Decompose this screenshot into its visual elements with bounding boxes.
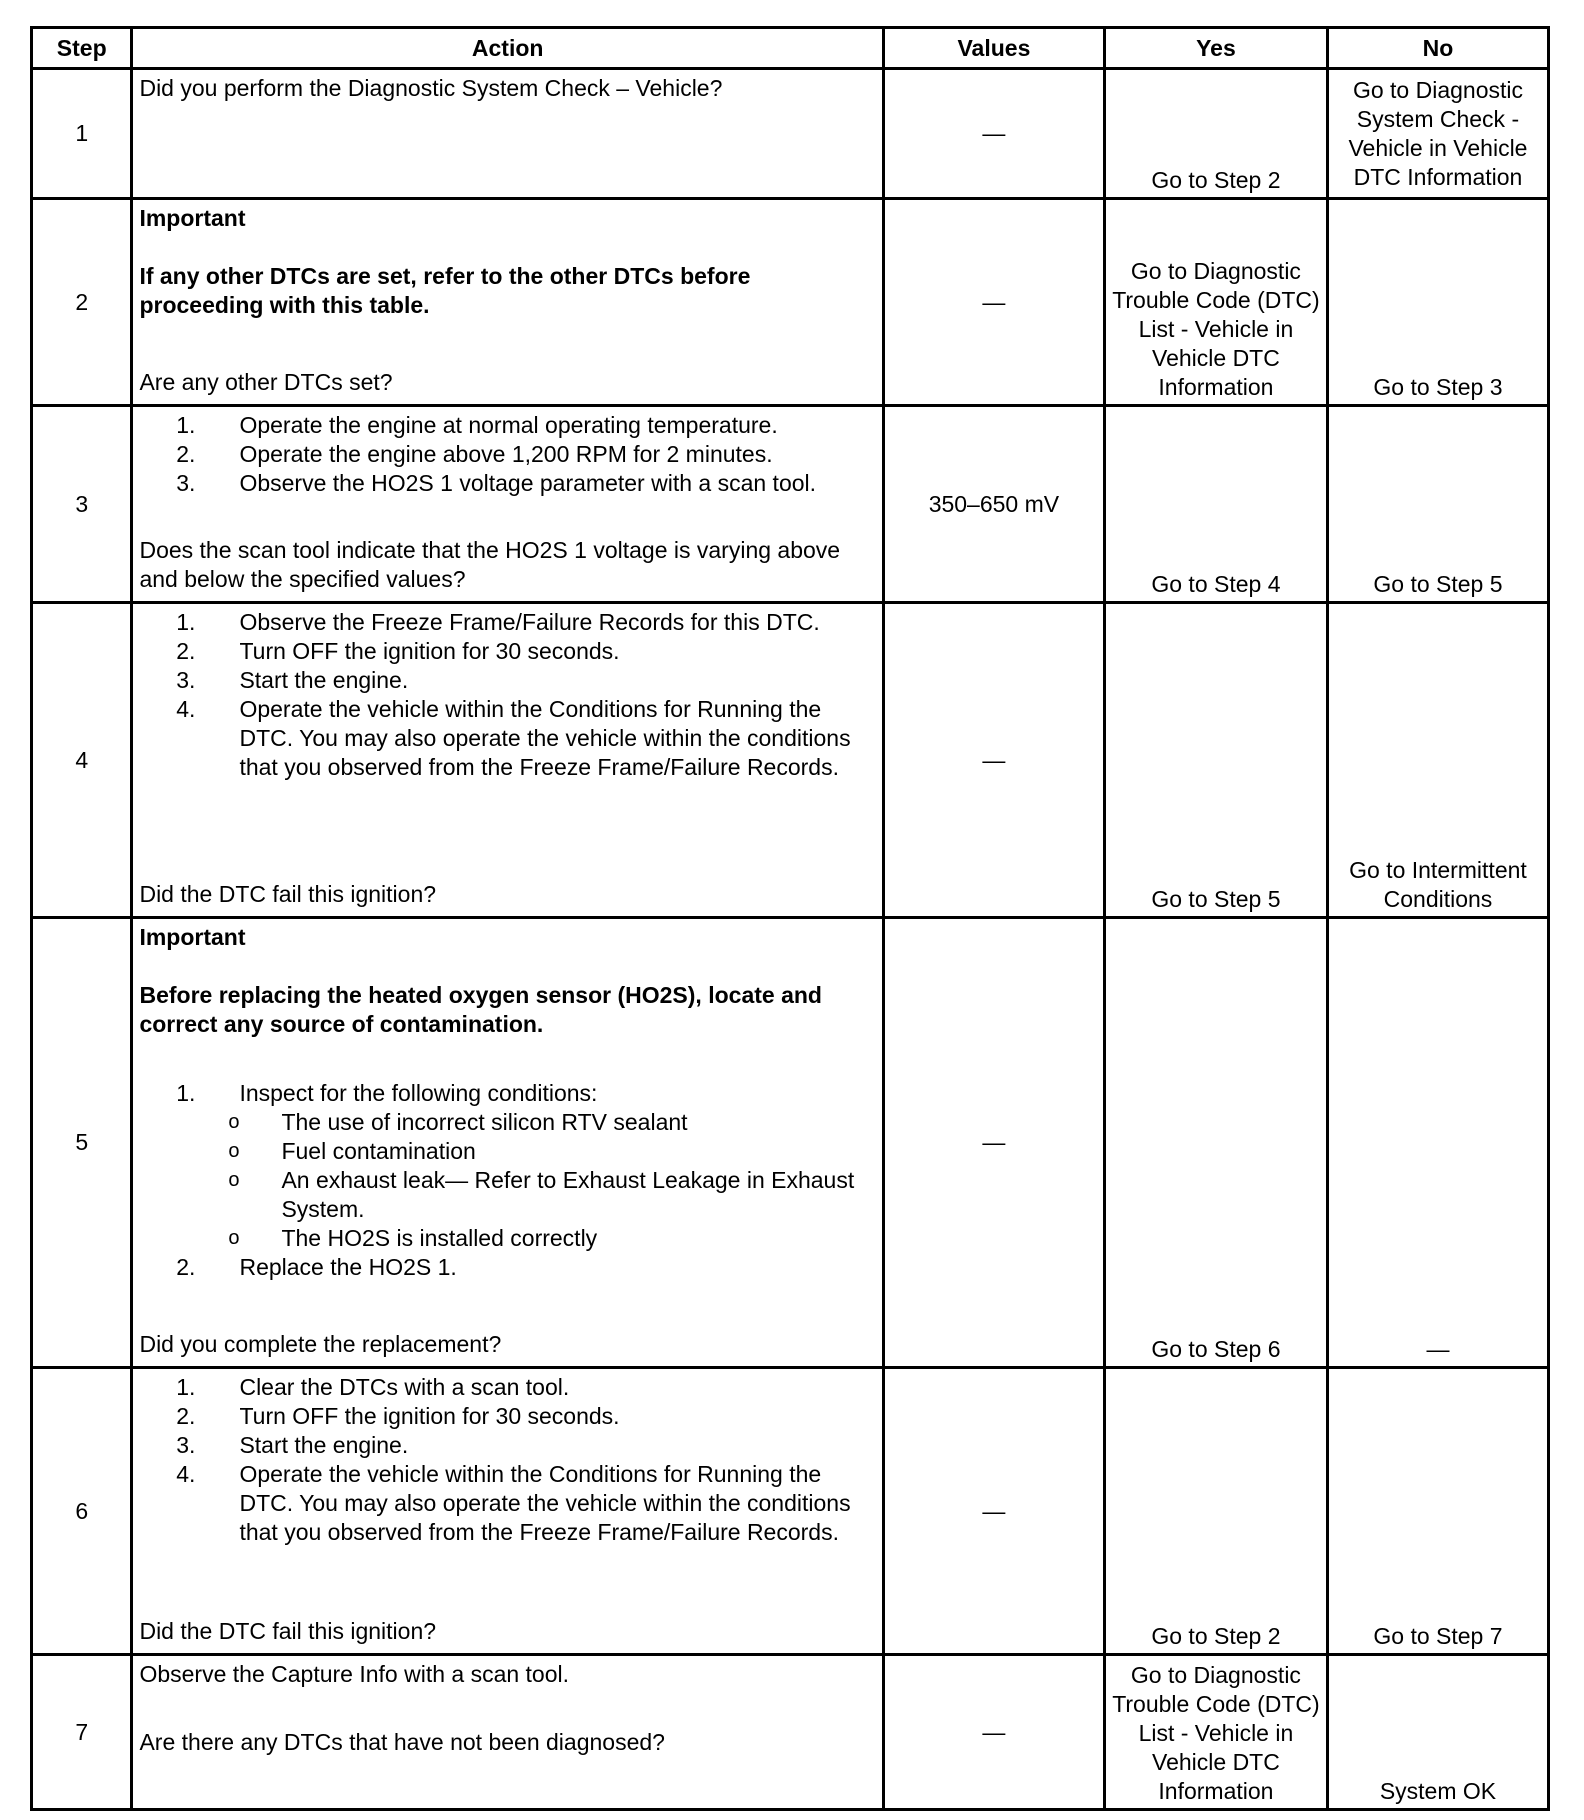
- sublist-text: The use of incorrect silicon RTV sealant: [281, 1109, 688, 1135]
- important-title: Important: [139, 924, 246, 950]
- list-number: 1.: [176, 412, 196, 438]
- action-intro: Observe the Capture Info with a scan tool.: [139, 1661, 570, 1687]
- list-number: 3.: [176, 667, 196, 693]
- sublist-text: An exhaust leak— Refer to Exhaust Leakage in Exhaust System.: [281, 1167, 855, 1222]
- list-number: 1.: [176, 1080, 196, 1106]
- bullet-icon: o: [228, 1140, 240, 1162]
- no-cell: Go to Step 3: [1327, 199, 1548, 406]
- list-number: 4.: [176, 1461, 196, 1487]
- list-item: [139, 1431, 877, 1460]
- table-row-step-1: [32, 69, 1549, 199]
- yes-cell: Go to Diagnostic Trouble Code (DTC) List - Vehicle in Vehicle DTC Information: [1104, 199, 1327, 406]
- step-number: 7: [32, 1655, 132, 1810]
- list-number: 2.: [176, 1254, 196, 1280]
- action-question: Does the scan tool indicate that the HO2S 1 voltage is varying above and below the specified values?: [139, 537, 841, 592]
- action-question: Did the DTC fail this ignition?: [139, 881, 437, 907]
- step-number: 4: [32, 603, 132, 918]
- list-text: Clear the DTCs with a scan tool.: [239, 1374, 570, 1400]
- yes-cell: Go to Step 2: [1104, 69, 1327, 199]
- table-row-step-7: [32, 1655, 1549, 1810]
- header-no: No: [1327, 28, 1548, 69]
- table-row-step-5: [32, 918, 1549, 1368]
- procedure-list: [139, 411, 877, 498]
- list-text: Turn OFF the ignition for 30 seconds.: [239, 638, 620, 664]
- list-number: 2.: [176, 638, 196, 664]
- condition-sublist: [139, 1108, 877, 1253]
- table-row-step-6: [32, 1368, 1549, 1655]
- values-cell: —: [883, 199, 1104, 406]
- sublist-item: [139, 1108, 877, 1137]
- list-text: Inspect for the following conditions:: [239, 1080, 598, 1106]
- bullet-icon: o: [228, 1227, 240, 1249]
- values-cell: —: [883, 69, 1104, 199]
- list-item: [139, 1402, 877, 1431]
- action-question: Are any other DTCs set?: [139, 369, 393, 395]
- procedure-list: [139, 1373, 877, 1547]
- list-text: Operate the vehicle within the Conditions for Running the DTC. You may also operate the vehicle within the conditions that you observed from the Freeze Frame/Failure Records.: [239, 1461, 851, 1545]
- step-number: 6: [32, 1368, 132, 1655]
- important-title: Important: [139, 205, 246, 231]
- list-text: Observe the HO2S 1 voltage parameter with a scan tool.: [239, 470, 817, 496]
- list-number: 1.: [176, 609, 196, 635]
- sublist-item: [139, 1137, 877, 1166]
- list-text: Observe the Freeze Frame/Failure Records for this DTC.: [239, 609, 820, 635]
- table-header-row: [32, 28, 1549, 69]
- action-question: Did the DTC fail this ignition?: [139, 1618, 437, 1644]
- action-cell: [132, 406, 883, 603]
- important-text: Before replacing the heated oxygen sensor (HO2S), locate and correct any source of contamination.: [139, 982, 822, 1037]
- list-item: [139, 695, 877, 782]
- list-number: 1.: [176, 1374, 196, 1400]
- yes-cell: Go to Diagnostic Trouble Code (DTC) List - Vehicle in Vehicle DTC Information: [1104, 1655, 1327, 1810]
- table-row-step-3: [32, 406, 1549, 603]
- list-text: Operate the engine at normal operating temperature.: [239, 412, 778, 438]
- values-cell: —: [883, 918, 1104, 1368]
- bullet-icon: o: [228, 1169, 240, 1191]
- list-item: [139, 1373, 877, 1402]
- diagnostic-table: [30, 26, 1550, 1811]
- list-item: [139, 608, 877, 637]
- list-text: Replace the HO2S 1.: [239, 1254, 457, 1280]
- procedure-list: [139, 608, 877, 782]
- yes-cell: Go to Step 6: [1104, 918, 1327, 1368]
- action-cell: [132, 1368, 883, 1655]
- list-item: [139, 469, 877, 498]
- yes-cell: Go to Step 2: [1104, 1368, 1327, 1655]
- list-item: [139, 1460, 877, 1547]
- no-cell: Go to Intermittent Conditions: [1327, 603, 1548, 918]
- header-step: Step: [32, 28, 132, 69]
- table-row-step-4: [32, 603, 1549, 918]
- sublist-text: Fuel contamination: [281, 1138, 476, 1164]
- list-text: Operate the vehicle within the Conditions for Running the DTC. You may also operate the vehicle within the conditions that you observed from the Freeze Frame/Failure Records.: [239, 696, 851, 780]
- list-item: [139, 1253, 877, 1282]
- action-cell: [132, 1655, 883, 1810]
- list-text: Start the engine.: [239, 667, 409, 693]
- bullet-icon: o: [228, 1111, 240, 1133]
- step-number: 1: [32, 69, 132, 199]
- list-number: 3.: [176, 1432, 196, 1458]
- action-cell: [132, 603, 883, 918]
- important-text: If any other DTCs are set, refer to the other DTCs before proceeding with this table.: [139, 263, 751, 318]
- yes-cell: Go to Step 5: [1104, 603, 1327, 918]
- no-cell: Go to Diagnostic System Check - Vehicle in Vehicle DTC Information: [1327, 69, 1548, 199]
- no-cell: —: [1327, 918, 1548, 1368]
- list-item: [139, 666, 877, 695]
- header-values: Values: [883, 28, 1104, 69]
- step-number: 3: [32, 406, 132, 603]
- list-text: Turn OFF the ignition for 30 seconds.: [239, 1403, 620, 1429]
- procedure-list: [139, 1253, 877, 1282]
- list-item: [139, 637, 877, 666]
- sublist-item: [139, 1166, 877, 1224]
- sublist-text: The HO2S is installed correctly: [281, 1225, 598, 1251]
- sublist-item: [139, 1224, 877, 1253]
- action-cell: [132, 918, 883, 1368]
- header-yes: Yes: [1104, 28, 1327, 69]
- values-cell: —: [883, 603, 1104, 918]
- list-item: [139, 1079, 877, 1108]
- table-row-step-2: [32, 199, 1549, 406]
- list-item: [139, 440, 877, 469]
- no-cell: Go to Step 5: [1327, 406, 1548, 603]
- action-cell: [132, 199, 883, 406]
- values-cell: —: [883, 1655, 1104, 1810]
- list-number: 2.: [176, 441, 196, 467]
- values-cell: 350–650 mV: [883, 406, 1104, 603]
- list-text: Operate the engine above 1,200 RPM for 2 minutes.: [239, 441, 773, 467]
- list-text: Start the engine.: [239, 1432, 409, 1458]
- values-cell: —: [883, 1368, 1104, 1655]
- no-cell: Go to Step 7: [1327, 1368, 1548, 1655]
- header-action: Action: [132, 28, 883, 69]
- yes-cell: Go to Step 4: [1104, 406, 1327, 603]
- action-question: Did you perform the Diagnostic System Check – Vehicle?: [139, 75, 723, 101]
- no-cell: System OK: [1327, 1655, 1548, 1810]
- action-question: Are there any DTCs that have not been diagnosed?: [139, 1729, 665, 1755]
- action-cell: [132, 69, 883, 199]
- procedure-list: [139, 1079, 877, 1108]
- diagnostic-table-container: [30, 26, 1550, 1811]
- action-question: Did you complete the replacement?: [139, 1331, 502, 1357]
- step-number: 5: [32, 918, 132, 1368]
- list-item: [139, 411, 877, 440]
- list-number: 3.: [176, 470, 196, 496]
- step-number: 2: [32, 199, 132, 406]
- list-number: 2.: [176, 1403, 196, 1429]
- list-number: 4.: [176, 696, 196, 722]
